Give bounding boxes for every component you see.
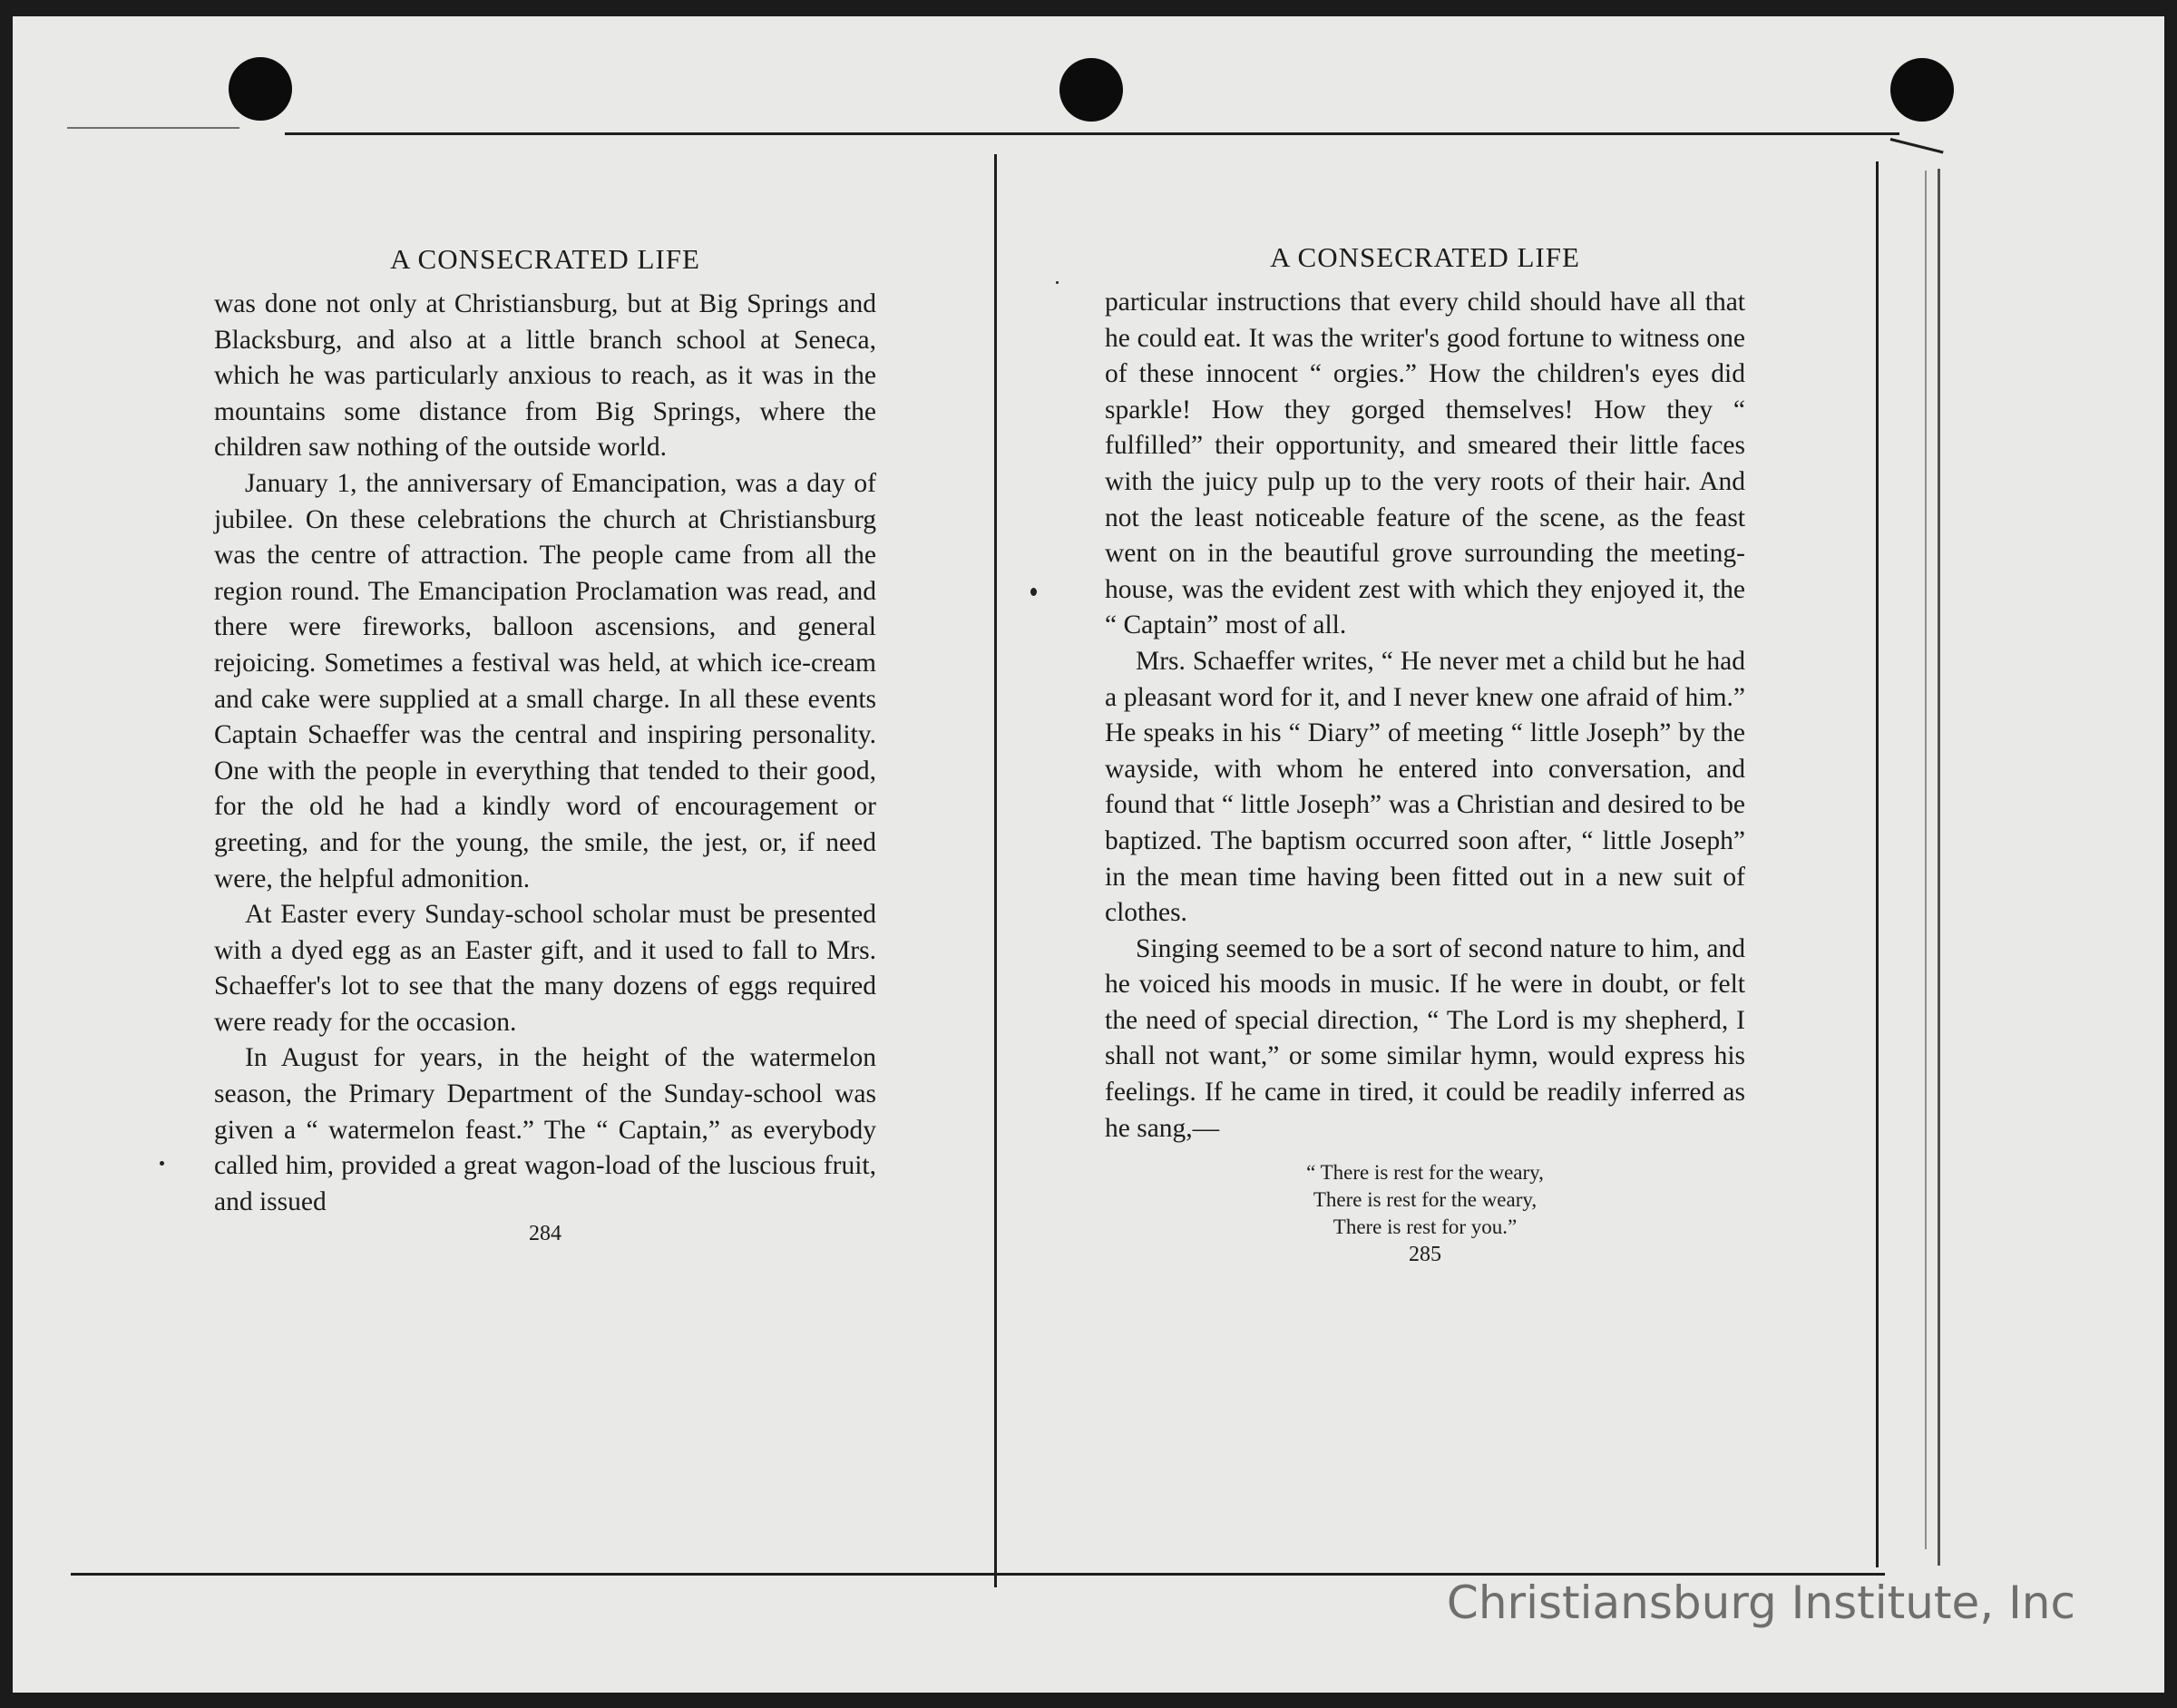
right-page-body [1105,285,1745,1147]
punch-hole-center [1059,58,1123,122]
institution-watermark: Christiansburg Institute, Inc [1446,1576,2075,1629]
right-border-outer [1938,169,1940,1566]
bottom-border [71,1573,1885,1576]
right-border-inner [1876,161,1879,1567]
verse-line: “ There is rest for the weary, [1306,1161,1544,1185]
right-border-edge [1925,171,1927,1549]
top-border-left [67,127,239,129]
paragraph: Mrs. Schaeffer writes, “ He never met a child but he had a pleasant word for it, and I never knew one afraid of him.” He speaks in his “ Diary” of meeting “ little Joseph” by the wayside, with whom he entered into conversation, and found that “ little Joseph” was a Christian and desired to be baptized. The baptism occurred soon after, “ little Joseph” in the mean time having been fitted out in a new suit of clothes. [1105,646,1745,928]
verse-line: There is rest for you.” [1333,1215,1518,1239]
left-page-body [214,287,876,1220]
paragraph: was done not only at Christiansburg, but at Big Springs and Blacksburg, and also at a little branch school at Seneca, which he was particularly anxious to reach, as it was in the mountains some distance from Big Springs, where the children saw nothing of the outside world. [214,289,876,463]
verse-quotation [1105,1159,1745,1241]
gutter-line [994,154,997,1587]
left-page [214,243,876,1246]
punch-hole-left [229,57,292,121]
running-head-left: A CONSECRATED LIFE [390,243,700,275]
paragraph: In August for years, in the height of the watermelon season, the Primary Department of the Sunday-school was given a “ watermelon feast.” The “ Captain,” as everybody called him, provided a great wagon-load of the luscious fruit, and issued [214,1043,876,1216]
punch-hole-right [1890,58,1954,122]
right-page [1105,241,1745,1267]
paragraph: particular instructions that every child should have all that he could eat. It was the writer's good fortune to witness one of these innocent “ orgies.” How the children's eyes did sparkle! How they gorged themselves! How they “ fulfilled” their opportunity, and smeared their little faces with the juicy pulp up to the very roots of their hair. And not the least noticeable feature of the scene, as the feast went on in the beautiful grove surrounding the meeting-house, was the evident zest with which they enjoyed it, the “ Captain” most of all. [1105,288,1745,640]
page-number-left: 284 [529,1222,561,1246]
scan-speck [1030,588,1037,596]
paragraph: At Easter every Sunday-school scholar must be presented with a dyed egg as an Easter gift, and it used to fall to Mrs. Schaeffer's lot to see that the many dozens of eggs required were ready for the occasion. [214,900,876,1037]
paragraph: Singing seemed to be a sort of second nature to him, and he voiced his moods in music. If he were in doubt, or felt the need of special direction, “ The Lord is my shepherd, I shall not want,” or some similar hymn, would express his feelings. If he came in tired, it could be readily inferred as he sang,— [1105,933,1745,1143]
scan-speck [160,1161,164,1166]
top-border-corner [1890,138,1944,153]
top-border [285,132,1899,135]
paragraph: January 1, the anniversary of Emancipation, was a day of jubilee. On these celebrations the church at Christiansburg was the centre of attraction. The people came from all the region round. The Emancipation Proclamation was read, and there were fireworks, balloon ascensions, and general rejoicing. Sometimes a festival was held, at which ice-cream and cake were supplied at a small charge. In all these events Captain Schaeffer was the central and inspiring personality. One with the people in everything that tended to their good, for the old he had a kindly word of encouragement or greeting, and for the young, the smile, the jest, or, if need were, the helpful admonition. [214,468,876,893]
page-number-right: 285 [1409,1243,1441,1267]
verse-line: There is rest for the weary, [1313,1188,1538,1212]
running-head-right: A CONSECRATED LIFE [1270,241,1580,273]
scan-speck [1056,281,1059,284]
